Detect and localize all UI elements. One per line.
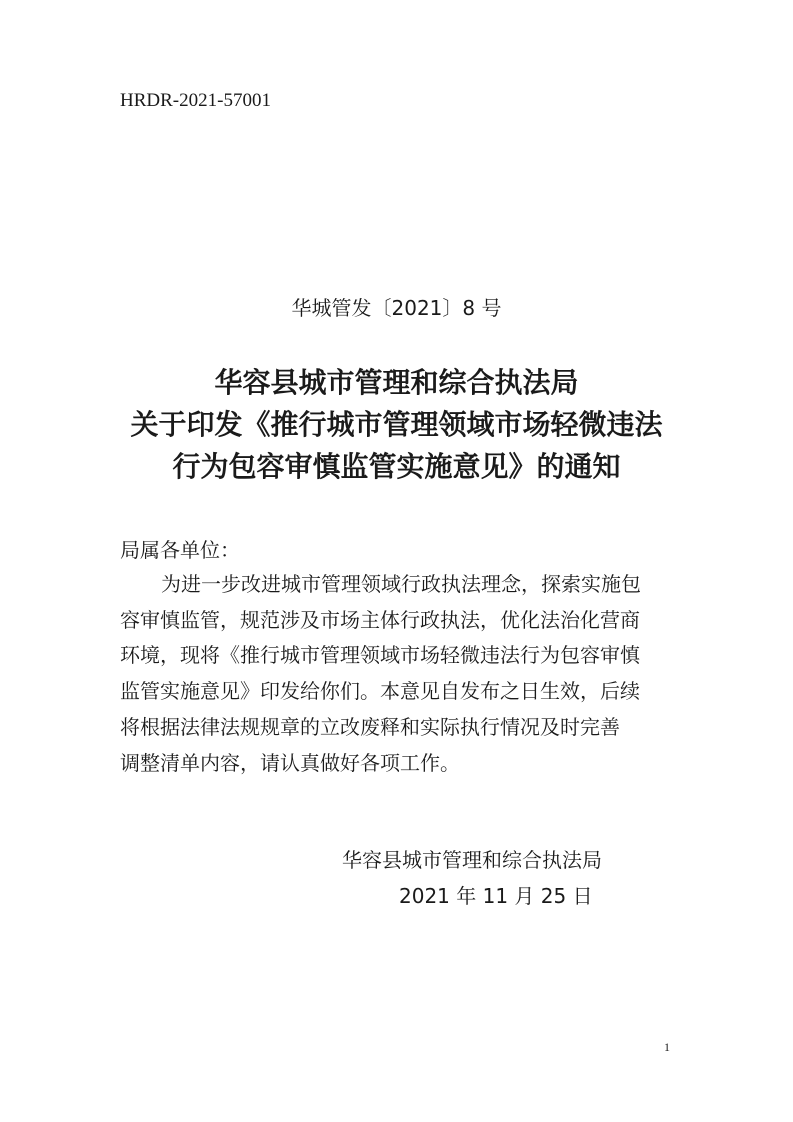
body-line: 容审慎监管，规范涉及市场主体行政执法，优化法治化营商 bbox=[120, 607, 640, 632]
body-line: 将根据法律法规规章的立改废释和实际执行情况及时完善 bbox=[120, 714, 620, 739]
title-line: 华容县城市管理和综合执法局 bbox=[214, 366, 579, 399]
issue-number: 华城管发〔2021〕8 号 bbox=[291, 296, 502, 320]
title-line: 行为包容审慎监管实施意见》的通知 bbox=[172, 450, 621, 483]
body-paragraph bbox=[120, 567, 676, 781]
signer-organization: 华容县城市管理和综合执法局 bbox=[342, 848, 602, 872]
salutation: 局属各单位： bbox=[120, 538, 240, 562]
body-line: 监管实施意见》印发给你们。本意见自发布之日生效，后续 bbox=[120, 679, 640, 704]
body-line: 环境，现将《推行城市管理领域市场轻微违法行为包容审慎 bbox=[120, 643, 640, 668]
document-code: HRDR-2021-57001 bbox=[120, 90, 271, 111]
title-line: 关于印发《推行城市管理领域市场轻微违法 bbox=[130, 408, 663, 441]
body-line: 为进一步改进城市管理领域行政执法理念，探索实施包 bbox=[161, 572, 641, 596]
document-title bbox=[0, 362, 793, 488]
body-line: 调整清单内容，请认真做好各项工作。 bbox=[120, 750, 460, 775]
issue-date: 2021 年 11 月 25 日 bbox=[399, 884, 593, 908]
page-number: 1 bbox=[664, 1040, 670, 1054]
